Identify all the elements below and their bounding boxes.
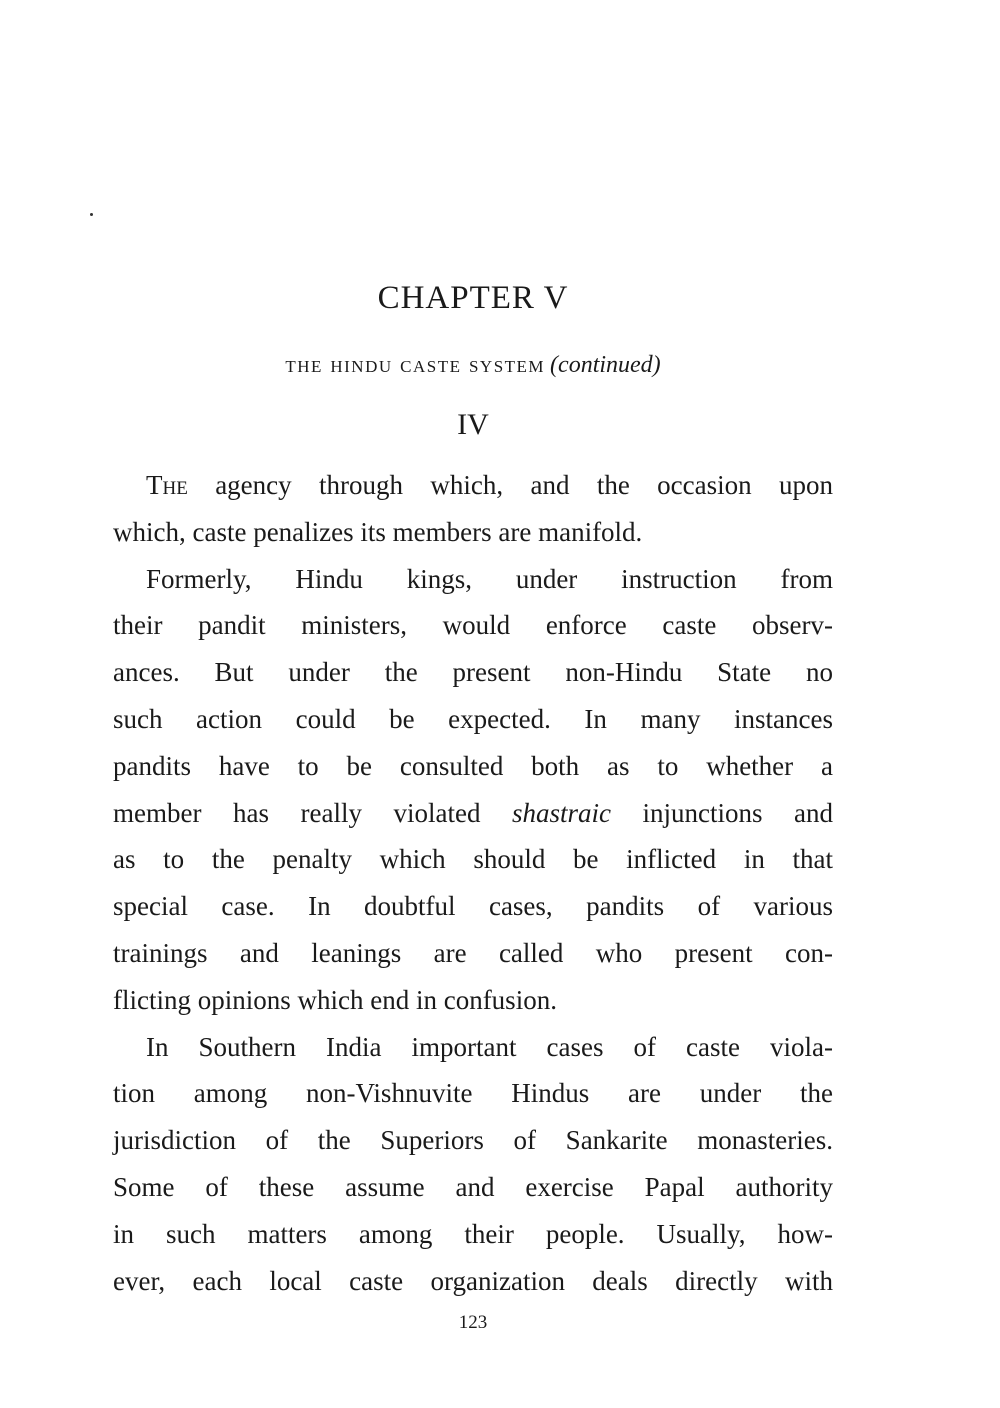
text-line: pandits have to be consulted both as to whether a: [113, 750, 833, 781]
text-line: In Southern India important cases of caste viola-: [146, 1031, 833, 1062]
text-line: [113, 790, 833, 837]
text-line: tion among non-Vishnuvite Hindus are under the: [113, 1078, 833, 1109]
text-line: which, caste penalizes its members are manifold.: [113, 516, 643, 547]
paragraph-lead-word: The: [146, 470, 188, 500]
text-line: ever, each local caste organization deals directly with: [113, 1265, 833, 1296]
text-line: [113, 462, 833, 509]
body-text: [113, 462, 833, 1304]
chapter-subtitle-caps: the hindu caste system: [285, 352, 546, 378]
text-line-before: member has really violated: [113, 797, 512, 828]
section-number: IV: [457, 408, 489, 441]
chapter-subtitle-continued: (continued): [550, 352, 661, 378]
text-line: jurisdiction of the Superiors of Sankarite monasteries.: [113, 1125, 833, 1156]
text-line: Formerly, Hindu kings, under instruction from: [146, 563, 833, 594]
text-line: flicting opinions which end in confusion.: [113, 984, 557, 1015]
italic-term: shastraic: [511, 797, 611, 828]
text-line-content: agency through which, and the occasion upon: [187, 470, 833, 500]
ink-speck: [90, 213, 93, 216]
page-number: 123: [458, 1312, 488, 1333]
text-line-after: injunctions and: [610, 797, 834, 828]
text-line: as to the penalty which should be inflicted in that: [113, 844, 833, 875]
text-line: in such matters among their people. Usually, how-: [113, 1218, 833, 1249]
text-line: their pandit ministers, would enforce caste observ-: [113, 610, 833, 641]
text-line: ances. But under the present non-Hindu State no: [113, 657, 833, 688]
text-line: trainings and leanings are called who present con-: [113, 937, 833, 968]
text-line: such action could be expected. In many instances: [113, 703, 833, 734]
text-line: Some of these assume and exercise Papal authority: [113, 1171, 833, 1202]
text-line: special case. In doubtful cases, pandits of various: [113, 891, 833, 922]
chapter-subtitle: [0, 352, 946, 379]
chapter-heading: CHAPTER V: [377, 280, 569, 316]
